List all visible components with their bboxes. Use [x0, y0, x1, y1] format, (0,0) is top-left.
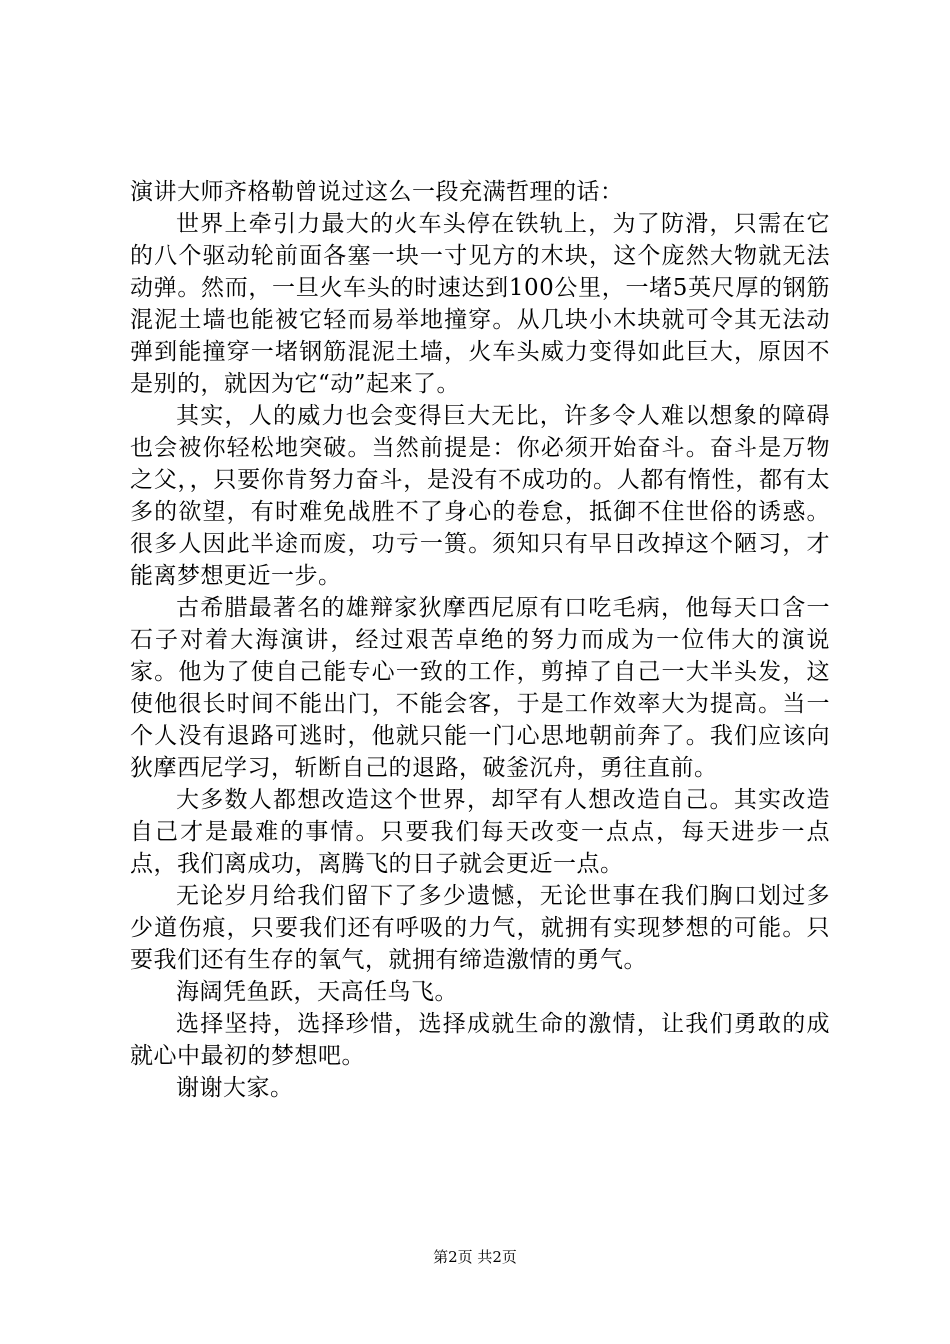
paragraph-struggle: 其实，人的威力也会变得巨大无比，许多令人难以想象的障碍也会被你轻松地突破。当然前提是：你必须开始奋斗。奋斗是万物之父，，只要你肯努力奋斗，是没有不成功的。人都有惰性，都有太多的欲望，有时难免战胜不了身心的卷怠，抵御不住世俗的诱惑。很多人因此半途而废，功亏一篑。须知只有早日改掉这个陋习，才能离梦想更近一步。 [130, 403, 830, 589]
paragraph-proverb: 海阔凭鱼跃，天高任鸟飞。 [176, 979, 458, 1005]
paragraph-dreams: 无论岁月给我们留下了多少遗憾，无论世事在我们胸口划过多少道伤痕，只要我们还有呼吸的力气，就拥有实现梦想的可能。只要我们还有生存的氧气，就拥有缔造激情的勇气。 [130, 883, 830, 973]
paragraph-change-self: 大多数人都想改造这个世界，却罕有人想改造自己。其实改造自己才是最难的事情。只要我们每天改变一点点，每天进步一点点，我们离成功，离腾飞的日子就会更近一点。 [130, 787, 830, 877]
page-number-footer: 第2页 共2页 [433, 1248, 517, 1266]
speech-body [130, 176, 830, 1104]
paragraph-intro: 演讲大师齐格勒曾说过这么一段充满哲理的话： [130, 179, 624, 205]
paragraph-thanks: 谢谢大家。 [176, 1075, 294, 1101]
paragraph-demosthenes: 古希腊最著名的雄辩家狄摩西尼原有口吃毛病，他每天口含一石子对着大海演讲，经过艰苦卓绝的努力而成为一位伟大的演说家。他为了使自己能专心一致的工作，剪掉了自己一大半头发，这使他很长时间不能出门，不能会客，于是工作效率大为提高。当一个人没有退路可逃时，他就只能一门心思地朝前奔了。我们应该向狄摩西尼学习，斩断自己的退路，破釜沉舟，勇往直前。 [130, 595, 830, 781]
paragraph-locomotive: 世界上牵引力最大的火车头停在铁轨上，为了防滑，只需在它的八个驱动轮前面各塞一块一寸见方的木块，这个庞然大物就无法动弹。然而，一旦火车头的时速达到100公里，一堵5英尺厚的钢筋混泥土墙也能被它轻而易举地撞穿。从几块小木块就可令其无法动弹到能撞穿一堵钢筋混泥土墙，火车头威力变得如此巨大，原因不是别的，就因为它“动”起来了。 [130, 211, 830, 397]
paragraph-choose: 选择坚持，选择珍惜，选择成就生命的激情，让我们勇敢的成就心中最初的梦想吧。 [130, 1011, 830, 1069]
